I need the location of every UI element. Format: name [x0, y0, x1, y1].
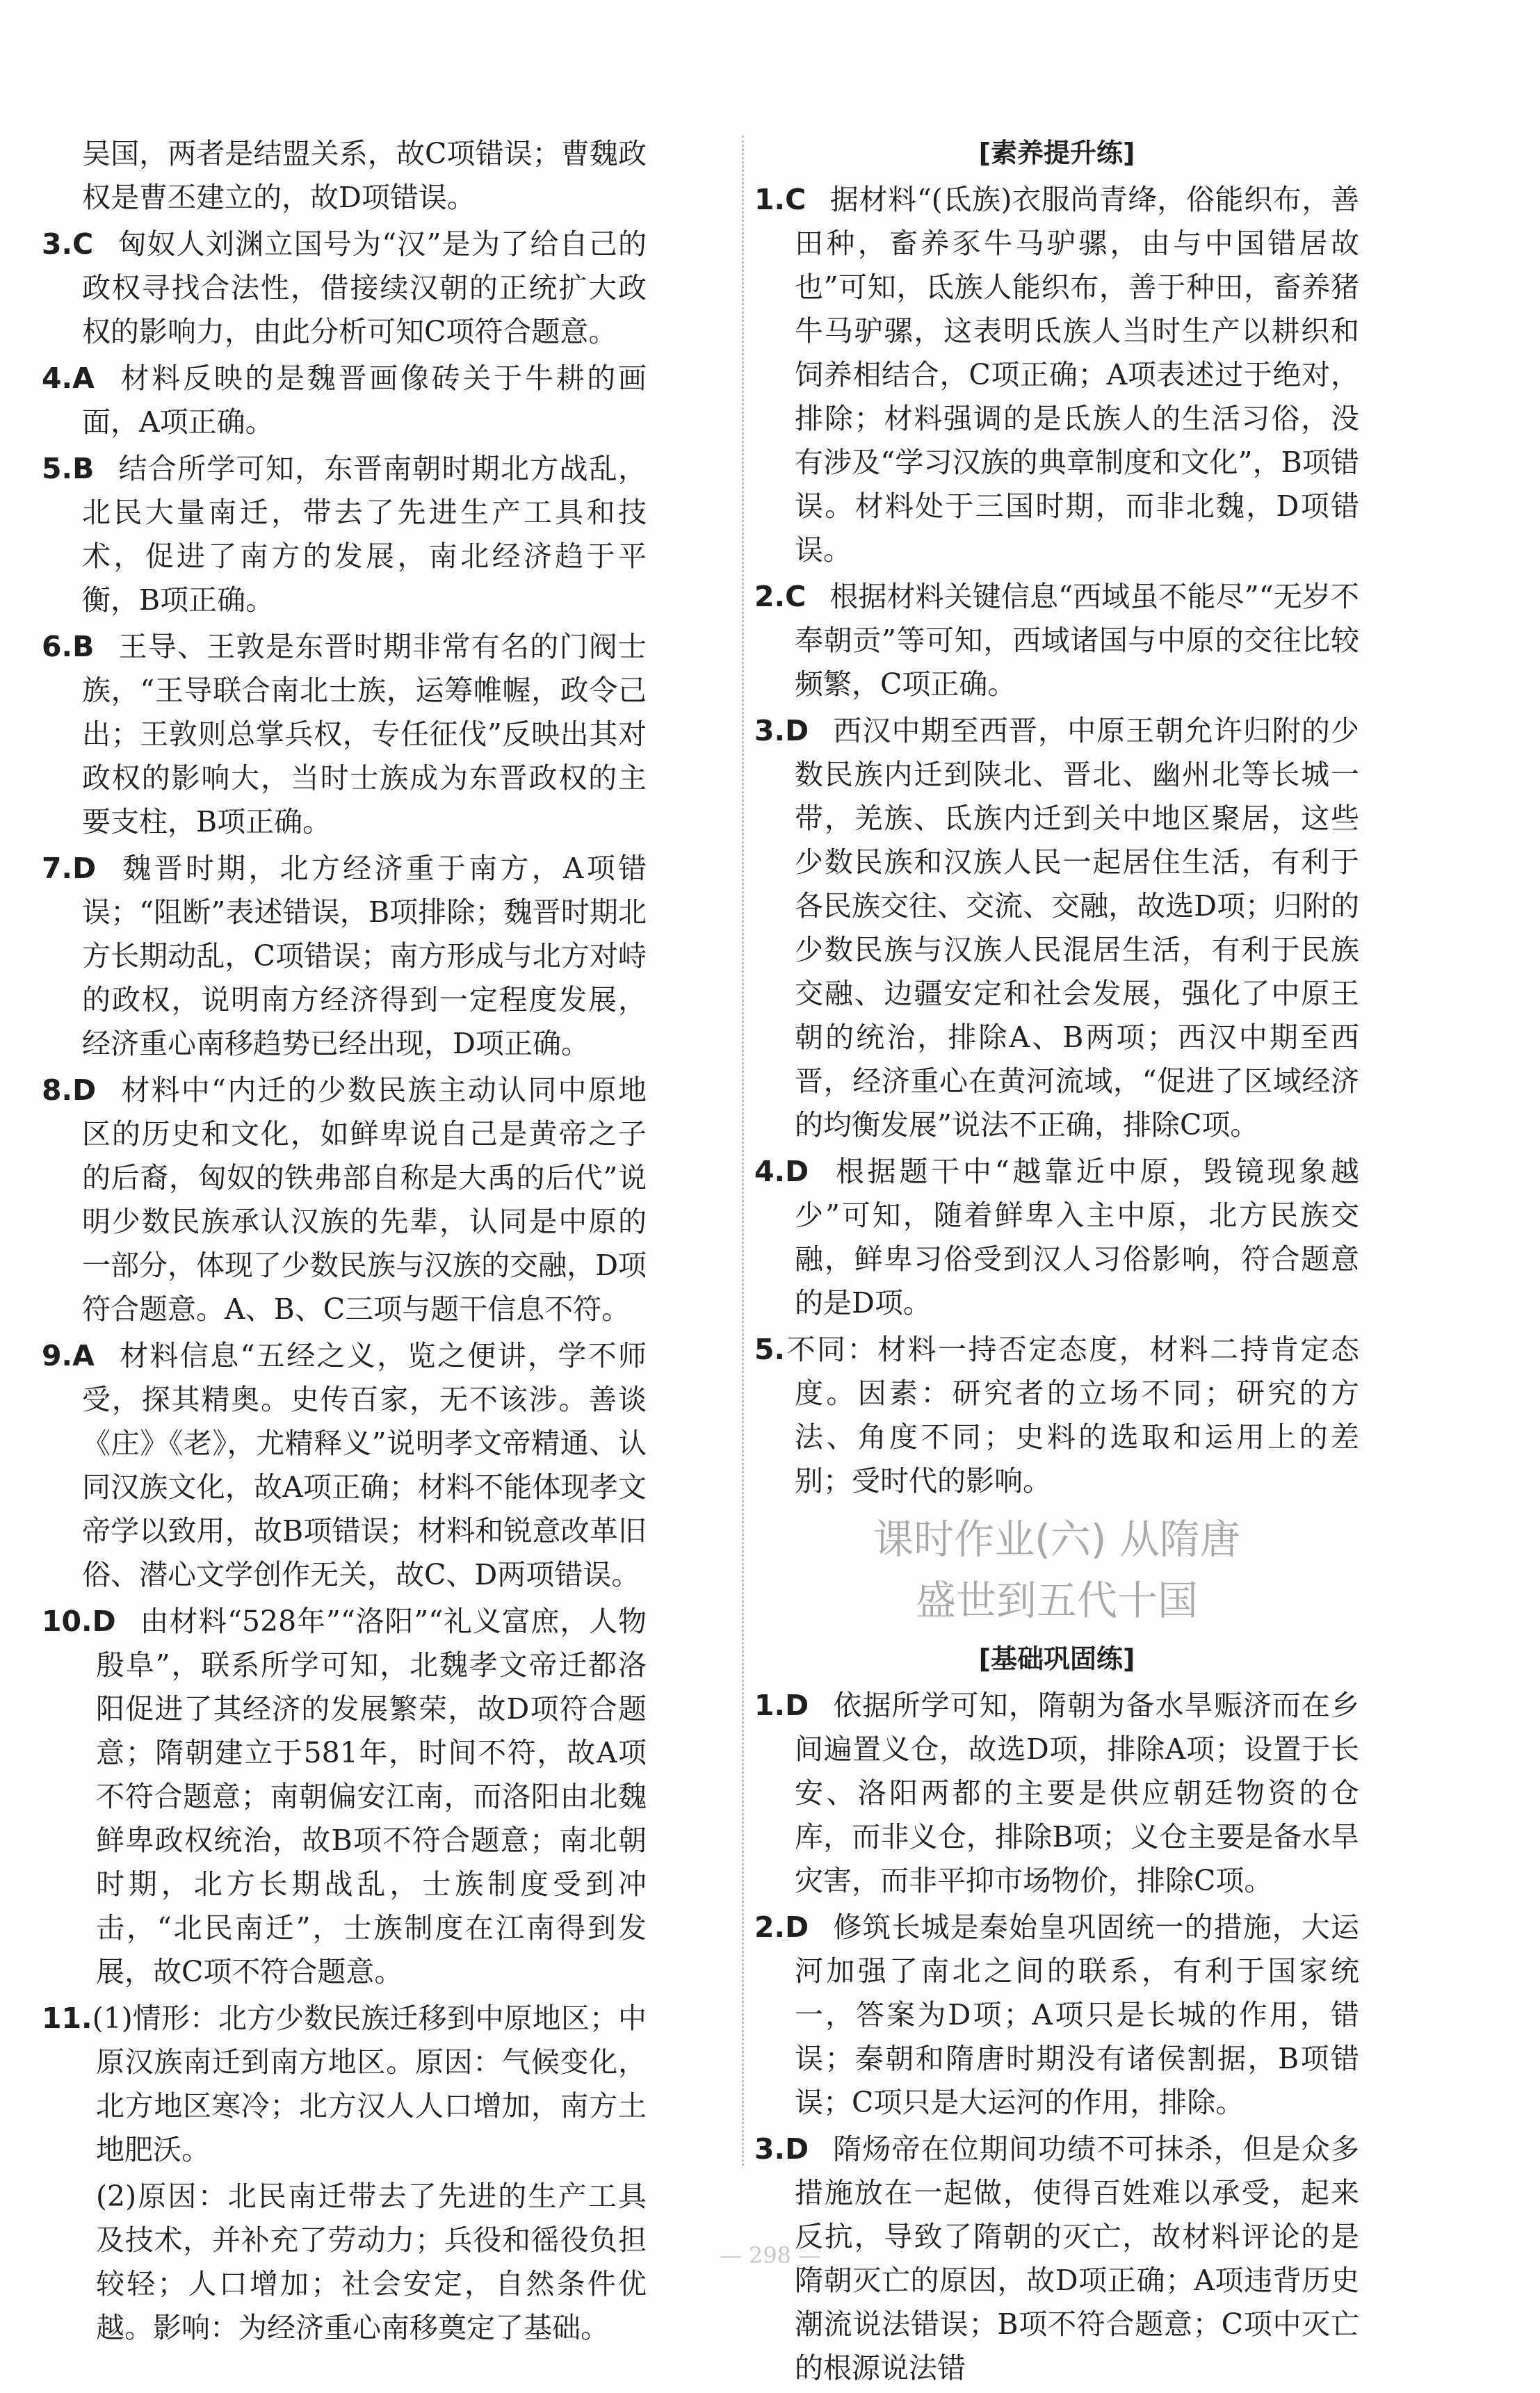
question-number: 5.: [754, 1333, 786, 1366]
question-number: 3.: [754, 714, 786, 747]
answer-letter: D: [72, 1073, 97, 1107]
right-column: [754, 132, 1359, 2393]
answer-text: 不同：材料一持否定态度，材料二持肯定态度。因素：研究者的立场不同；研究的方法、角度不同；史料的选取和运用上的差别；受时代的影响。: [785, 1333, 1359, 1498]
question-number: 3.: [42, 227, 73, 261]
answer-item: [42, 625, 647, 844]
answer-text: 结合所学可知，东晋南朝时期北方战乱，北民大量南迁，带去了先进生产工具和技术，促进了南方的发展，南北经济趋于平衡，B项正确。: [82, 452, 647, 617]
chapter-title: [754, 1509, 1359, 1631]
answer-letter: C: [72, 227, 94, 261]
answer-letter: D: [72, 852, 97, 885]
answer-text: 西汉中期至西晋，中原王朝允许归附的少数民族内迁到陕北、晋北、幽州北等长城一带，羌族、氐族内迁到关中地区聚居，这些少数民族和汉族人民一起居住生活，有利于各民族交往、交流、交融，故选D项；归附的少数民族与汉族人民混居生活，有利于民族交融、边疆安定和社会发展，强化了中原王朝的统治，排除A、B两项；西汉中期至西晋，经济重心在黄河流域，“促进了区域经济的均衡发展”说法不正确，排除C项。: [795, 714, 1359, 1142]
answer-item: [42, 1600, 647, 1994]
question-number: 1.: [754, 183, 786, 216]
answer-letter: B: [72, 452, 95, 485]
question-number: 7.: [42, 852, 73, 885]
answer-item: [42, 847, 647, 1066]
question-number: 11.: [42, 2002, 92, 2035]
answer-text: 材料信息“五经之义，览之便讲，学不师受，探其精奥。史传百家，无不该涉。善谈《庄》《老》，尤精释义”说明孝文帝精通、认同汉族文化，故A项正确；材料不能体现孝文帝学以致用，故B项错误；材料和锐意改革旧俗、潜心文学创作无关，故C、D两项错误。: [82, 1339, 647, 1591]
chapter-title-line2: 盛世到五代十国: [915, 1577, 1198, 1624]
answer-letter: D: [785, 714, 809, 747]
answer-letter: D: [92, 1605, 116, 1638]
page-number: — 298 —: [719, 2242, 821, 2269]
question-number: 3.: [754, 2132, 786, 2166]
answer-item: [754, 1684, 1359, 1903]
answer-text: 匈奴人刘渊立国号为“汉”是为了给自己的政权寻找合法性，借接续汉朝的正统扩大政权的影响力，由此分析可知C项符合题意。: [82, 227, 647, 348]
answer-letter: B: [72, 630, 95, 663]
answer-text: 根据题干中“越靠近中原，毁镜现象越少”可知，随着鲜卑入主中原，北方民族交融，鲜卑习俗受到汉人习俗影响，符合题意的是D项。: [795, 1155, 1359, 1320]
answer-text: 依据所学可知，隋朝为备水旱赈济而在乡间遍置义仓，故选D项，排除A项；设置于长安、洛阳两都的主要是供应朝廷物资的仓库，而非义仓，排除B项；义仓主要是备水旱灾害，而非平抑市场物价，排除C项。: [795, 1689, 1359, 1897]
answer-item: [754, 709, 1359, 1147]
answer-item: [42, 132, 647, 220]
question-number: 8.: [42, 1073, 73, 1107]
answer-item: [42, 1069, 647, 1331]
answer-text: 王导、王敦是东晋时期非常有名的门阀士族，“王导联合南北士族，运筹帷幄，政令己出；王敦则总掌兵权，专任征伐”反映出其对政权的影响大，当时士族成为东晋政权的主要支柱，B项正确。: [82, 630, 647, 838]
answer-text: 根据材料关键信息“西域虽不能尽”“无岁不奉朝贡”等可知，西域诸国与中原的交往比较频繁，C项正确。: [795, 580, 1359, 701]
question-number: 6.: [42, 630, 73, 663]
answer-item: [754, 1328, 1359, 1503]
answer-item: [754, 1906, 1359, 2125]
question-number: 10.: [42, 1605, 92, 1638]
answer-text: (1)情形：北方少数民族迁移到中原地区；中原汉族南迁到南方地区。原因：气候变化，北方地区寒冷；北方汉人人口增加，南方土地肥沃。: [92, 2002, 647, 2166]
section-title: [基础巩固练]: [978, 1644, 1135, 1674]
question-number: 2.: [754, 1911, 786, 1944]
question-number: 4.: [42, 362, 73, 395]
answer-item: [754, 178, 1359, 572]
answer-text: 据材料“(氐族)衣服尚青绛，俗能织布，善田种，畜养豕牛马驴骡，由与中国错居故也”可知，氐族人能织布，善于种田，畜养猪牛马驴骡，这表明氐族人当时生产以耕织和饲养相结合，C项正确；A项表述过于绝对，排除；材料强调的是氐族人的生活习俗，没有涉及“学习汉族的典章制度和文化”，B项错误。材料处于三国时期，而非北魏，D项错误。: [795, 183, 1359, 567]
question-number: 1.: [754, 1689, 786, 1722]
answer-text: 材料反映的是魏晋画像砖关于牛耕的画面，A项正确。: [82, 362, 647, 439]
answer-letter: D: [785, 1155, 809, 1188]
question-number: 5.: [42, 452, 73, 485]
column-divider: [742, 136, 744, 2166]
left-column: [42, 132, 647, 2350]
answer-text: 魏晋时期，北方经济重于南方，A项错误；“阻断”表述错误，B项排除；魏晋时期北方长期动乱，C项错误；南方形成与北方对峙的政权，说明南方经济得到一定程度发展，经济重心南移趋势已经出现，D项正确。: [82, 852, 647, 1060]
answer-text: (2)原因：北民南迁带去了先进的生产工具及技术，并补充了劳动力；兵役和徭役负担较轻；人口增加；社会安定，自然条件优越。影响：为经济重心南移奠定了基础。: [96, 2180, 647, 2344]
chapter-title-line1: 课时作业(六) 从隋唐: [873, 1516, 1240, 1563]
question-number: 2.: [754, 580, 786, 613]
answer-text: 修筑长城是秦始皇巩固统一的措施，大运河加强了南北之间的联系，有利于国家统一，答案为D项；A项只是长城的作用，错误；秦朝和隋唐时期没有诸侯割据，B项错误；C项只是大运河的作用，排除。: [795, 1911, 1359, 2119]
answer-letter: A: [72, 362, 95, 395]
section-title: [素养提升练]: [978, 138, 1135, 168]
answer-item: [42, 357, 647, 444]
answer-item: [754, 1150, 1359, 1325]
answer-item: [42, 1334, 647, 1597]
answer-item: [42, 1997, 647, 2172]
answer-item: [42, 447, 647, 622]
answer-text: 吴国，两者是结盟关系，故C项错误；曹魏政权是曹丕建立的，故D项错误。: [82, 137, 647, 214]
answer-item: [754, 575, 1359, 706]
answer-letter: D: [785, 1689, 809, 1722]
answer-text: 隋炀帝在位期间功绩不可抹杀，但是众多措施放在一起做，使得百姓难以承受，起来反抗，导致了隋朝的灭亡，故材料评论的是隋朝灭亡的原因，故D项正确；A项违背历史潮流说法错误；B项不符合题意；C项中灭亡的根源说法错: [795, 2132, 1359, 2385]
answer-letter: D: [785, 1911, 809, 1944]
answer-item: [42, 222, 647, 354]
question-number: 4.: [754, 1155, 786, 1188]
answer-text: 由材料“528年”“洛阳”“礼义富庶，人物殷阜”，联系所学可知，北魏孝文帝迁都洛阳促进了其经济的发展繁荣，故D项符合题意；隋朝建立于581年，时间不符，故A项不符合题意；南朝偏安江南，而洛阳由北魏鲜卑政权统治，故B项不符合题意；南北朝时期，北方长期战乱，士族制度受到冲击，“北民南迁”，士族制度在江南得到发展，故C项不符合题意。: [96, 1605, 647, 1988]
answer-letter: C: [785, 580, 807, 613]
answer-letter: D: [785, 2132, 809, 2166]
answer-text: 材料中“内迁的少数民族主动认同中原地区的历史和文化，如鲜卑说自己是黄帝之子的后裔，匈奴的铁弗部自称是大禹的后代”说明少数民族承认汉族的先辈，认同是中原的一部分，体现了少数民族与汉族的交融，D项符合题意。A、B、C三项与题干信息不符。: [82, 1073, 647, 1326]
question-number: 9.: [42, 1339, 73, 1372]
answer-letter: C: [785, 183, 807, 216]
answer-letter: A: [72, 1339, 95, 1372]
